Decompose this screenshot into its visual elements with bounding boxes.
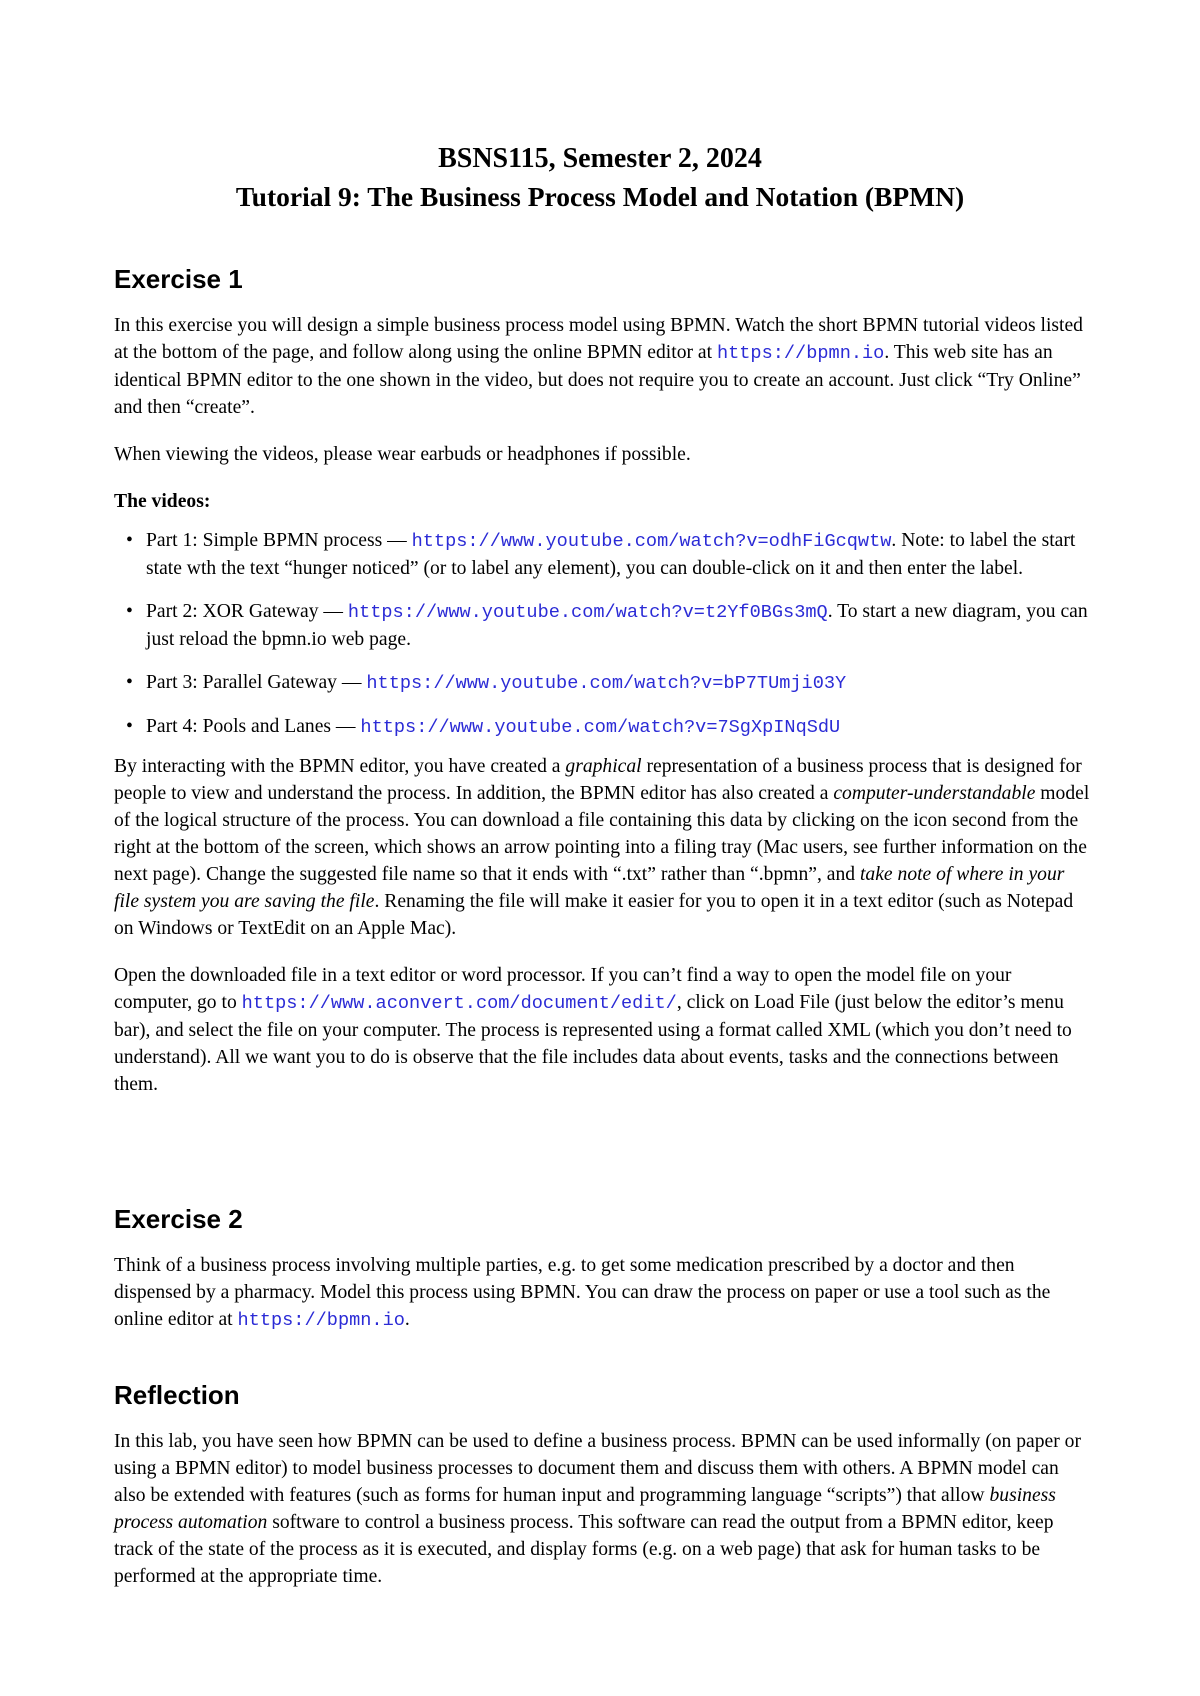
- emphasis-graphical: graphical: [565, 756, 642, 777]
- exercise1-section: [114, 263, 1092, 1098]
- paragraph-text: In this lab, you have seen how BPMN can be used to define a business process. BPMN can be used informally (on paper or using a BPMN editor) to model business processes to document them and discuss them with others. A BPMN model can also be extended with features (such as forms for human input and programming language “scripts”) that allow: [114, 1431, 1081, 1506]
- video-list-item: [114, 713, 1092, 741]
- exercise1-intro-text-a: In this exercise you will design a simple business process model using BPMN. Watch the short BPMN tutorial videos listed at the bottom of the page, and follow along using the online BPMN editor at: [114, 315, 1083, 363]
- reflection-paragraph: [114, 1428, 1092, 1590]
- bullet-icon: •: [126, 530, 133, 551]
- exercise1-intro-text-b: . This web site has an identical BPMN editor to the one shown in the video, but does not require you to create an account. Just click “Try Online” and then “create”.: [114, 342, 1081, 418]
- exercise2-heading: Exercise 2: [114, 1204, 243, 1234]
- video-list-item: [114, 527, 1092, 582]
- video-label: Part 2: XOR Gateway —: [146, 601, 348, 622]
- video-note: . Note: to label the start state wth the text “hunger noticed” (or to label any element), you can double-click on it and then enter the label.: [146, 530, 1076, 579]
- video-link[interactable]: https://www.youtube.com/watch?v=t2Yf0BGs3mQ: [347, 602, 828, 623]
- video-list-item: [114, 598, 1092, 653]
- exercise1-heading: Exercise 1: [114, 264, 243, 294]
- video-link[interactable]: https://www.youtube.com/watch?v=odhFiGcqwtw: [411, 531, 892, 552]
- exercise2-section: [114, 1203, 1092, 1334]
- paragraph-text: Think of a business process involving multiple parties, e.g. to get some medication prescribed by a doctor and then dispensed by a pharmacy. Model this process using BPMN. You can draw the process on paper or use a tool such as the online editor at: [114, 1255, 1051, 1330]
- bpmn-io-link[interactable]: https://bpmn.io: [716, 343, 885, 364]
- bullet-icon: •: [126, 672, 133, 693]
- emphasis-business-process-automation: business process automation: [114, 1485, 1056, 1533]
- video-note: . To start a new diagram, you can just reload the bpmn.io web page.: [146, 601, 1088, 650]
- exercise1-intro-paragraph: [114, 312, 1092, 421]
- title-block: [0, 140, 1200, 216]
- video-link[interactable]: https://www.youtube.com/watch?v=7SgXpINqSdU: [360, 717, 841, 738]
- headphones-paragraph: When viewing the videos, please wear earbuds or headphones if possible.: [114, 444, 691, 465]
- videos-list: [114, 527, 1092, 741]
- paragraph-text: . Renaming the file will make it easier for you to open it in a text editor (such as Notepad on Windows or TextEdit on an Apple Mac).: [114, 891, 1074, 939]
- emphasis-computer-understandable: computer-understandable: [833, 783, 1036, 804]
- video-label: Part 3: Parallel Gateway —: [146, 672, 367, 693]
- graphical-representation-paragraph: [114, 753, 1092, 942]
- exercise2-paragraph: [114, 1252, 1092, 1334]
- video-link[interactable]: https://www.youtube.com/watch?v=bP7TUmji03Y: [366, 673, 847, 694]
- reflection-heading: Reflection: [114, 1380, 240, 1410]
- paragraph-text: , click on Load File (just below the editor’s menu bar), and select the file on your computer. The process is represented using a format called XML (which you don’t need to understand). All we want you to do is observe that the file includes data about events, tasks and the connections between them.: [114, 992, 1072, 1095]
- videos-label: The videos:: [114, 491, 211, 512]
- bpmn-io-link[interactable]: https://bpmn.io: [237, 1310, 405, 1331]
- tutorial-title: Tutorial 9: The Business Process Model and Notation (BPMN): [235, 181, 965, 212]
- open-file-paragraph: [114, 962, 1092, 1098]
- bullet-icon: •: [126, 601, 133, 622]
- emphasis-take-note: take note of where in your file system you are saving the file: [114, 864, 1065, 912]
- video-label: Part 1: Simple BPMN process —: [146, 530, 412, 551]
- bullet-icon: •: [126, 716, 133, 737]
- course-title: BSNS115, Semester 2, 2024: [438, 143, 762, 174]
- video-label: Part 4: Pools and Lanes —: [146, 716, 361, 737]
- paragraph-text: Open the downloaded file in a text editor or word processor. If you can’t find a way to open the model file on your computer, go to: [114, 965, 1012, 1013]
- reflection-section: [114, 1379, 1092, 1590]
- paragraph-text: model of the logical structure of the process. You can download a file containing this data by clicking on the icon second from the right at the bottom of the screen, which shows an arrow pointing into a filing tray (Mac users, see further information on the next page). Change the suggested file name so that it ends with “.txt” rather than “.bpmn”, and: [114, 783, 1090, 885]
- aconvert-link[interactable]: https://www.aconvert.com/document/edit/: [241, 993, 677, 1014]
- paragraph-text: software to control a business process. This software can read the output from a BPMN editor, keep track of the state of the process as it is executed, and display forms (e.g. on a web page) that ask for human tasks to be performed at the appropriate time.: [114, 1512, 1054, 1587]
- paragraph-text: By interacting with the BPMN editor, you have created a: [114, 756, 566, 777]
- paragraph-text: .: [404, 1309, 410, 1330]
- paragraph-text: representation of a business process that is designed for people to view and understand the process. In addition, the BPMN editor has also created a: [114, 756, 1082, 804]
- video-list-item: [114, 669, 1092, 697]
